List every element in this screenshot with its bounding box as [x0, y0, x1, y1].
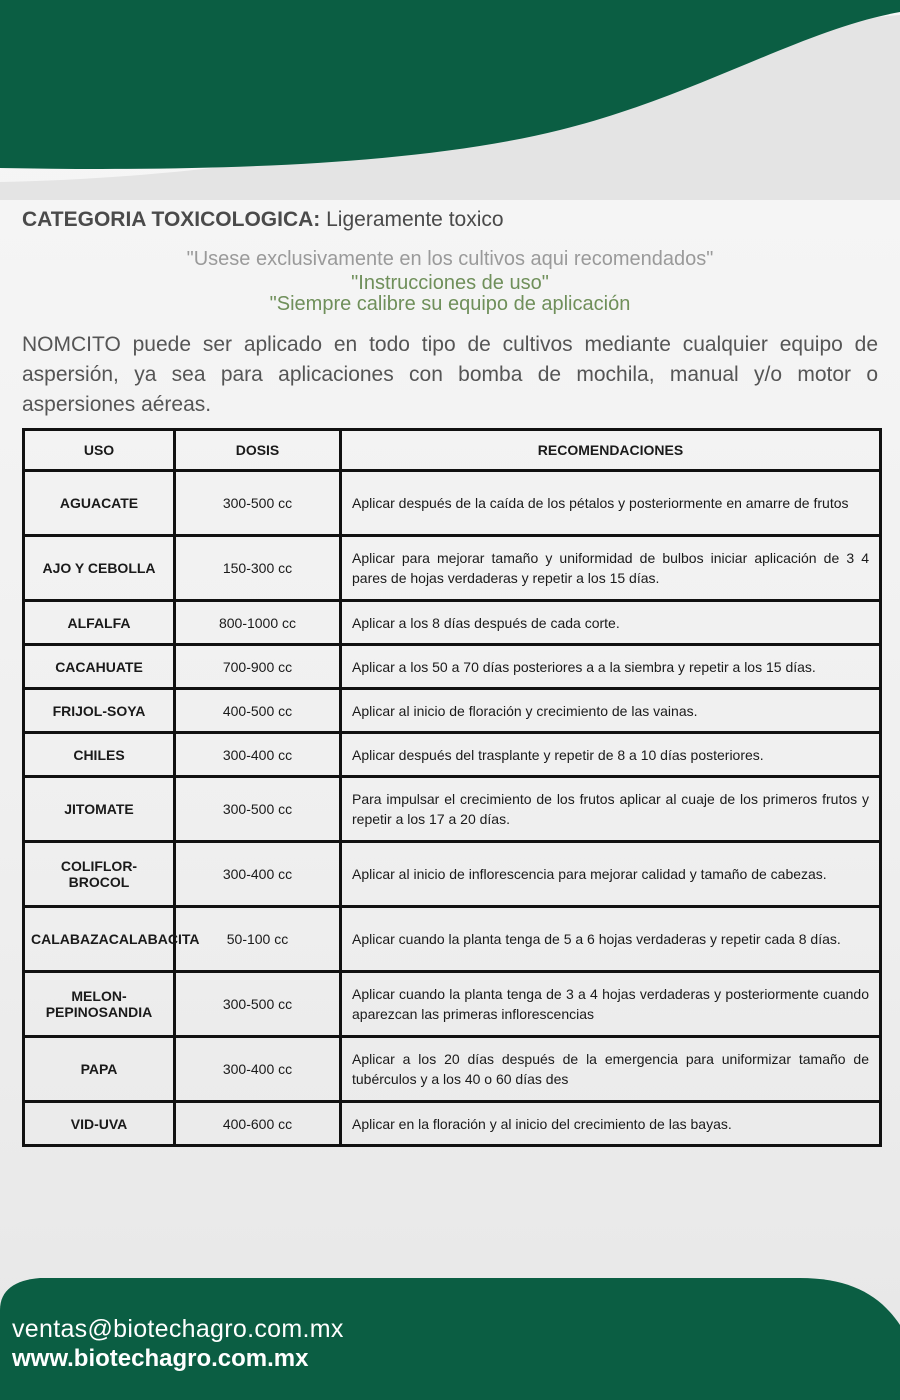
contact-email: ventas@biotechagro.com.mx: [12, 1315, 344, 1343]
dose-cell: 150-300 cc: [175, 536, 341, 601]
category-value: Ligeramente toxico: [326, 208, 504, 231]
dose-cell: 300-400 cc: [175, 1037, 341, 1102]
exclusive-use-notice: "Usese exclusivamente en los cultivos aqui recomendados": [186, 248, 714, 270]
crop-cell: MELON-PEPINOSANDIA: [24, 972, 175, 1037]
toxicological-category: [22, 208, 504, 232]
calibration-notice: "Siempre calibre su equipo de aplicación: [269, 293, 631, 315]
column-header-recomendaciones: RECOMENDACIONES: [341, 430, 881, 471]
table-header-row: [24, 430, 881, 471]
table-row: [24, 907, 881, 972]
dose-cell: 400-600 cc: [175, 1102, 341, 1146]
table-row: [24, 536, 881, 601]
crop-cell: PAPA: [24, 1037, 175, 1102]
instructions-heading: "Instrucciones de uso": [351, 272, 549, 294]
table-row: [24, 645, 881, 689]
category-label: CATEGORIA TOXICOLOGICA:: [22, 208, 321, 231]
table-row: [24, 1102, 881, 1146]
dose-cell: 50-100 cc: [175, 907, 341, 972]
dose-cell: 300-400 cc: [175, 842, 341, 907]
dose-cell: 300-500 cc: [175, 471, 341, 536]
dose-cell: 700-900 cc: [175, 645, 341, 689]
table-row: [24, 471, 881, 536]
column-header-dosis: DOSIS: [175, 430, 341, 471]
recommendation-cell: Aplicar después del trasplante y repetir de 8 a 10 días posteriores.: [341, 733, 881, 777]
recommendation-cell: Aplicar al inicio de inflorescencia para mejorar calidad y tamaño de cabezas.: [341, 842, 881, 907]
recommendation-cell: Aplicar al inicio de floración y crecimiento de las vainas.: [341, 689, 881, 733]
recommendation-cell: Aplicar cuando la planta tenga de 3 a 4 hojas verdaderas y posteriormente cuando aparezcan las primeras inflorescencias: [341, 972, 881, 1037]
crop-cell: CACAHUATE: [24, 645, 175, 689]
dose-cell: 300-500 cc: [175, 777, 341, 842]
intro-paragraph: NOMCITO puede ser aplicado en todo tipo de cultivos mediante cualquier equipo de aspersión, ya sea para aplicaciones con bomba de mochila, manual y/o motor o aspersiones aéreas.: [22, 333, 878, 416]
table-row: [24, 777, 881, 842]
header-wave-decoration: [0, 0, 900, 200]
crop-cell: FRIJOL-SOYA: [24, 689, 175, 733]
recommendation-cell: Aplicar a los 8 días después de cada corte.: [341, 601, 881, 645]
recommendation-cell: Aplicar en la floración y al inicio del crecimiento de las bayas.: [341, 1102, 881, 1146]
dosage-table: [22, 428, 882, 1147]
crop-cell: VID-UVA: [24, 1102, 175, 1146]
table-row: [24, 689, 881, 733]
column-header-uso: USO: [24, 430, 175, 471]
crop-cell: AGUACATE: [24, 471, 175, 536]
table-row: [24, 733, 881, 777]
crop-cell: JITOMATE: [24, 777, 175, 842]
crop-cell: CALABAZACALABACITA: [24, 907, 175, 972]
dose-cell: 400-500 cc: [175, 689, 341, 733]
table-row: [24, 601, 881, 645]
recommendation-cell: Aplicar a los 50 a 70 días posteriores a a la siembra y repetir a los 15 días.: [341, 645, 881, 689]
dose-cell: 300-500 cc: [175, 972, 341, 1037]
table-row: [24, 1037, 881, 1102]
dose-cell: 300-400 cc: [175, 733, 341, 777]
crop-cell: AJO Y CEBOLLA: [24, 536, 175, 601]
dose-cell: 800-1000 cc: [175, 601, 341, 645]
crop-cell: COLIFLOR-BROCOL: [24, 842, 175, 907]
website-url: www.biotechagro.com.mx: [12, 1345, 309, 1372]
recommendation-cell: Para impulsar el crecimiento de los frutos aplicar al cuaje de los primeros frutos y repetir a los 17 a 20 días.: [341, 777, 881, 842]
table-row: [24, 972, 881, 1037]
recommendation-cell: Aplicar cuando la planta tenga de 5 a 6 hojas verdaderas y repetir cada 8 días.: [341, 907, 881, 972]
recommendation-cell: Aplicar a los 20 días después de la emergencia para uniformizar tamaño de tubérculos y a los 40 o 60 días des: [341, 1037, 881, 1102]
crop-cell: ALFALFA: [24, 601, 175, 645]
table-row: [24, 842, 881, 907]
recommendation-cell: Aplicar después de la caída de los pétalos y posteriormente en amarre de frutos: [341, 471, 881, 536]
crop-cell: CHILES: [24, 733, 175, 777]
recommendation-cell: Aplicar para mejorar tamaño y uniformidad de bulbos iniciar aplicación de 3 4 pares de hojas verdaderas y repetir a los 15 días.: [341, 536, 881, 601]
